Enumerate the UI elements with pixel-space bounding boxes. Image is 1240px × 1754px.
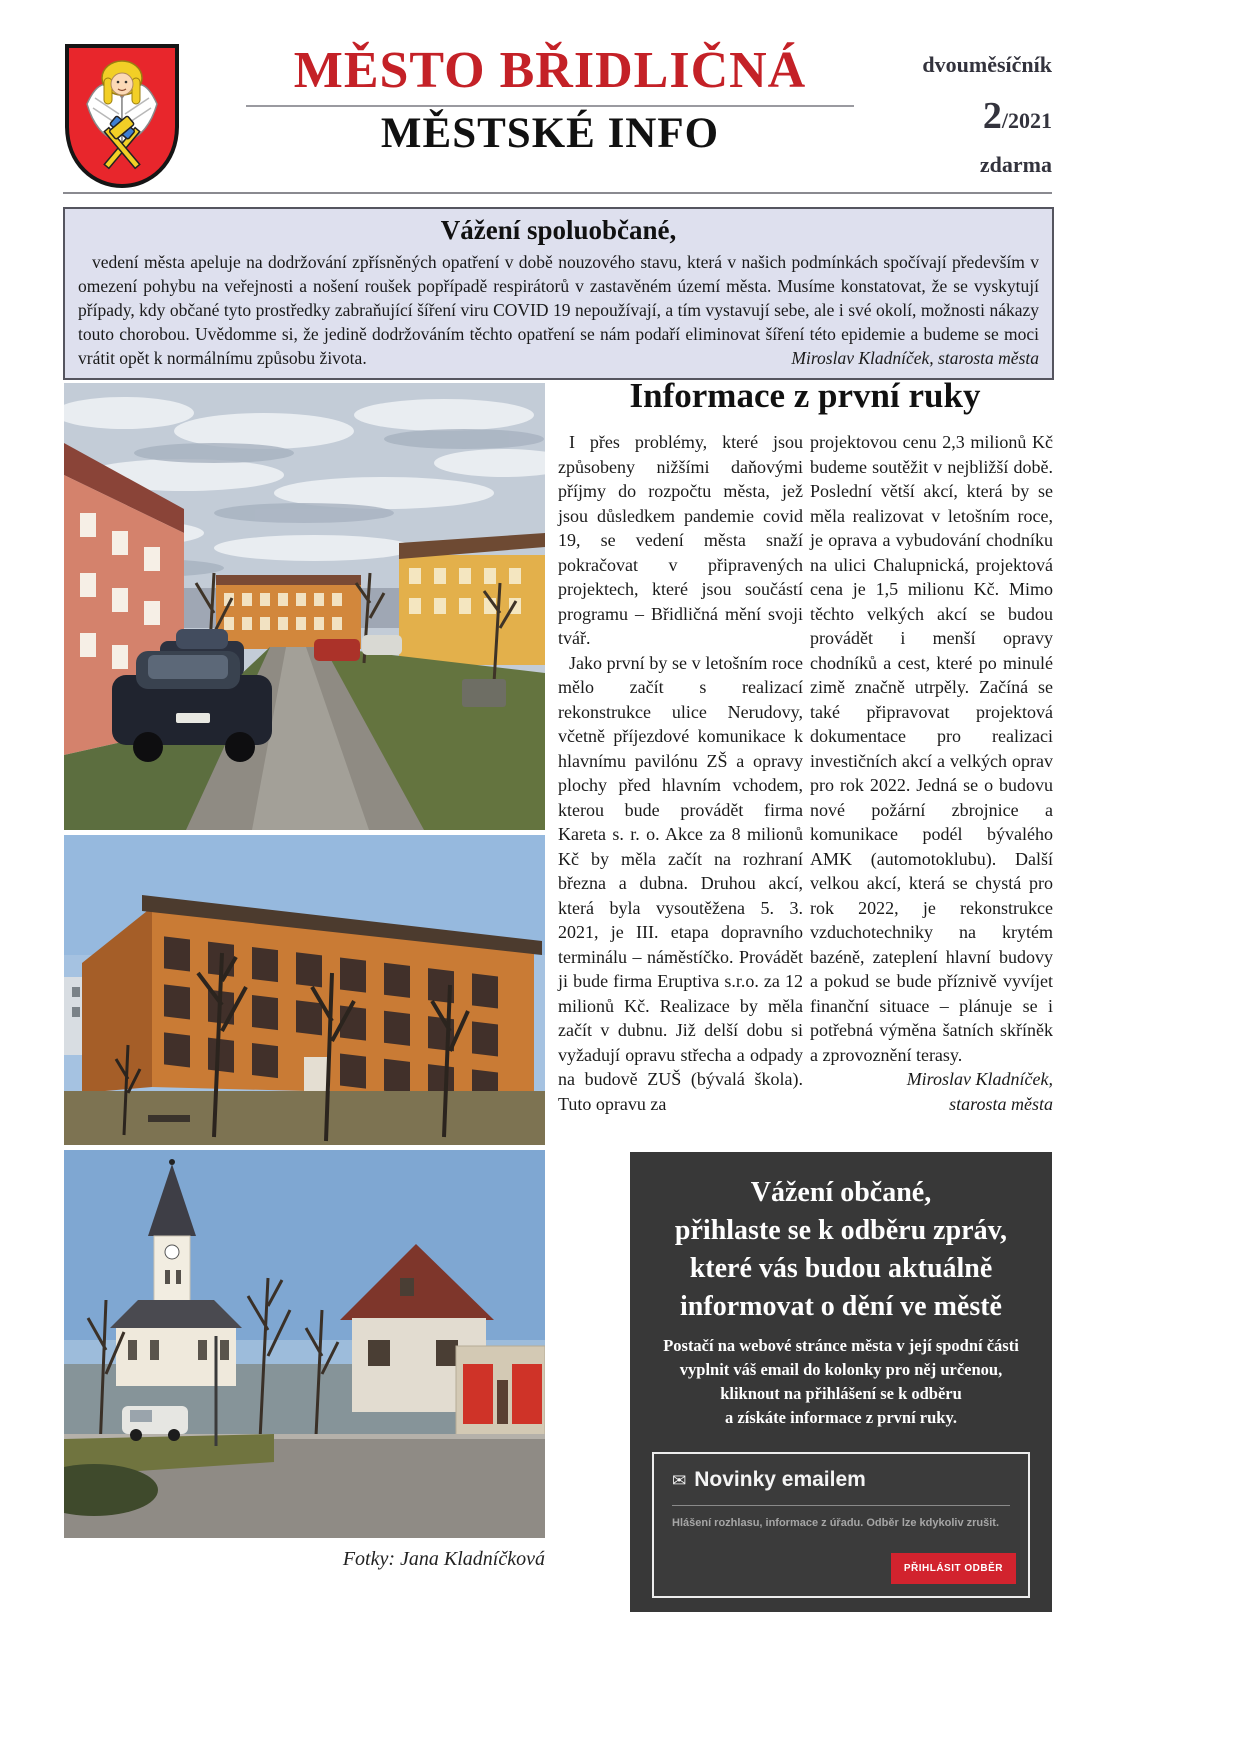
- widget-title: Novinky emailem: [694, 1468, 866, 1491]
- masthead: [225, 44, 875, 156]
- email-news-widget: [652, 1452, 1030, 1598]
- subscribe-heading-line: přihlaste se k odběru zpráv,: [674, 1215, 1008, 1246]
- subscribe-instruction-line: Postačí na webové stránce města v její spodní části: [663, 1336, 1019, 1355]
- subscribe-box: [630, 1152, 1052, 1612]
- photo-church-firestation-image: [64, 1150, 545, 1538]
- frequency-label: dvouměsíčník: [922, 52, 1052, 77]
- article-paragraph: I přes problémy, které jsou způsobeny nižšími daňovými příjmy do rozpočtu města, jež jsou důsledkem pandemie covid 19, se vedení města snaží pokračovat v připravených projektech, které jsou součástí programu – Břidličná mění svoji tvář.: [558, 432, 803, 648]
- price-label: zdarma: [979, 152, 1052, 177]
- article-headline: Informace z první ruky: [629, 376, 981, 415]
- subscribe-instruction-line: kliknout na přihlášení se k odběru: [720, 1384, 962, 1403]
- article-signature-role: starosta města: [949, 1093, 1053, 1114]
- subscribe-heading-line: které vás budou aktuálně: [689, 1253, 993, 1284]
- subscribe-heading: [630, 1174, 1052, 1326]
- article-column-1: [558, 430, 803, 1116]
- issue-number: [860, 94, 1052, 138]
- widget-divider: [672, 1505, 1010, 1506]
- article-signature-name: Miroslav Kladníček,: [906, 1069, 1053, 1089]
- envelope-icon: ✉: [672, 1471, 687, 1490]
- subscribe-heading-line: Vážení občané,: [750, 1177, 932, 1208]
- subscribe-instruction-line: vyplnit váš email do kolonky pro něj určenou,: [679, 1360, 1003, 1379]
- header-rule: [63, 192, 1052, 194]
- photo-church-firestation: [64, 1150, 545, 1538]
- subscribe-instructions: [630, 1334, 1052, 1430]
- photo-caption: Fotky: Jana Kladníčková: [342, 1548, 545, 1570]
- notice-text: vedení města apeluje na dodržování zpřísněných opatření v době nouzového stavu, která v našich podmínkách spočívají především v omezení pohybu na veřejnosti a nošení roušek popřípadě respirátorů v zastavěném území města. Musíme konstatovat, že se vyskytují případy, kdy občané tyto prostředky zabraňující šíření viru COVID 19 nepoužívají, a tím vystavují sebe, ale i své okolí, možnosti nákazy touto chorobou. Uvědomme si, že jedině dodržováním těchto opatření se nám podaří eliminovat šíření této epidemie a budeme se moci vrátit opět k normálnímu způsobu života.: [78, 252, 1039, 368]
- notice-title: Vážení spoluobčané,: [440, 215, 677, 245]
- subscribe-heading-line: informovat o dění ve městě: [680, 1291, 1002, 1322]
- town-coat-of-arms: [63, 42, 181, 190]
- article-column-2: [810, 430, 1053, 1116]
- masthead-divider: [246, 105, 854, 107]
- photo-street-apartments: [64, 383, 545, 830]
- photo-street-apartments-image: [64, 383, 545, 830]
- mayor-notice-box: [63, 207, 1054, 380]
- article-paragraph: projektovou cenu 2,3 milionů Kč budeme soutěžit v nejbližší době. Poslední větší akcí, která by se měla realizovat v letošním roce, je oprava a vybudování chodníku na ulici Chalupnická, projektová cena je 1,5 milionu Kč. Mimo těchto velkých akcí se budou provádět i menší opravy chodníků a cest, které po minulé zimě značně utrpěly. Začíná se také připravovat projektová dokumentace pro realizaci investičních akcí a velkých oprav pro rok 2022. Jedná se o budovu nové požární zbrojnice a komunikace podél bývalého AMK (automotoklubu). Další velkou akcí, která se chystá pro rok 2022, je rekonstrukce vzduchotechniky na krytém bazéně, zateplení hlavní budovy a pokud se bude příznivě vyvíjet finanční situace – plánuje se i potřebná výměna šatních skříněk a zprovoznění terasy.: [810, 432, 1053, 1065]
- notice-signature: Miroslav Kladníček, starosta města: [791, 348, 1039, 368]
- notice-body: [78, 250, 1039, 370]
- subscribe-instruction-line: a získáte informace z první ruky.: [725, 1408, 957, 1427]
- subscribe-button[interactable]: PŘIHLÁSIT ODBĚR: [891, 1553, 1016, 1584]
- widget-title-row: [672, 1468, 1010, 1492]
- issue-number-value: 2: [982, 95, 1002, 137]
- newsletter-subtitle: MĚSTSKÉ INFO: [380, 109, 720, 157]
- article-paragraph: Jako první by se v letošním roce mělo začít s realizací rekonstrukce ulice Nerudovy, včetně příjezdové komunikace k hlavnímu pavilónu ZŠ a opravy plochy před hlavním vchodem, kterou bude provádět firma Kareta s. r. o. Akce za 8 milionů Kč by měla začít na rozhraní března a dubna. Druhou akcí, která byla vysoutěžena 5. 3. 2021, je III. etapa dopravního terminálu – náměstíčko. Provádět ji bude firma Eruptiva s.r.o. za 12 milionů Kč. Realizace by měla začít v dubnu. Již delší dobu si vyžadují opravu střecha a odpady na budově ZUŠ (bývalá škola). Tuto opravu za: [558, 652, 803, 1114]
- newsletter-title: MĚSTO BŘIDLIČNÁ: [293, 42, 807, 99]
- issue-info: [860, 52, 1052, 178]
- widget-description: Hlášení rozhlasu, informace z úřadu. Odběr lze kdykoliv zrušit.: [672, 1517, 1000, 1529]
- photo-school-building-image: [64, 835, 545, 1145]
- photo-school-building: [64, 835, 545, 1145]
- issue-year: /2021: [1001, 108, 1052, 133]
